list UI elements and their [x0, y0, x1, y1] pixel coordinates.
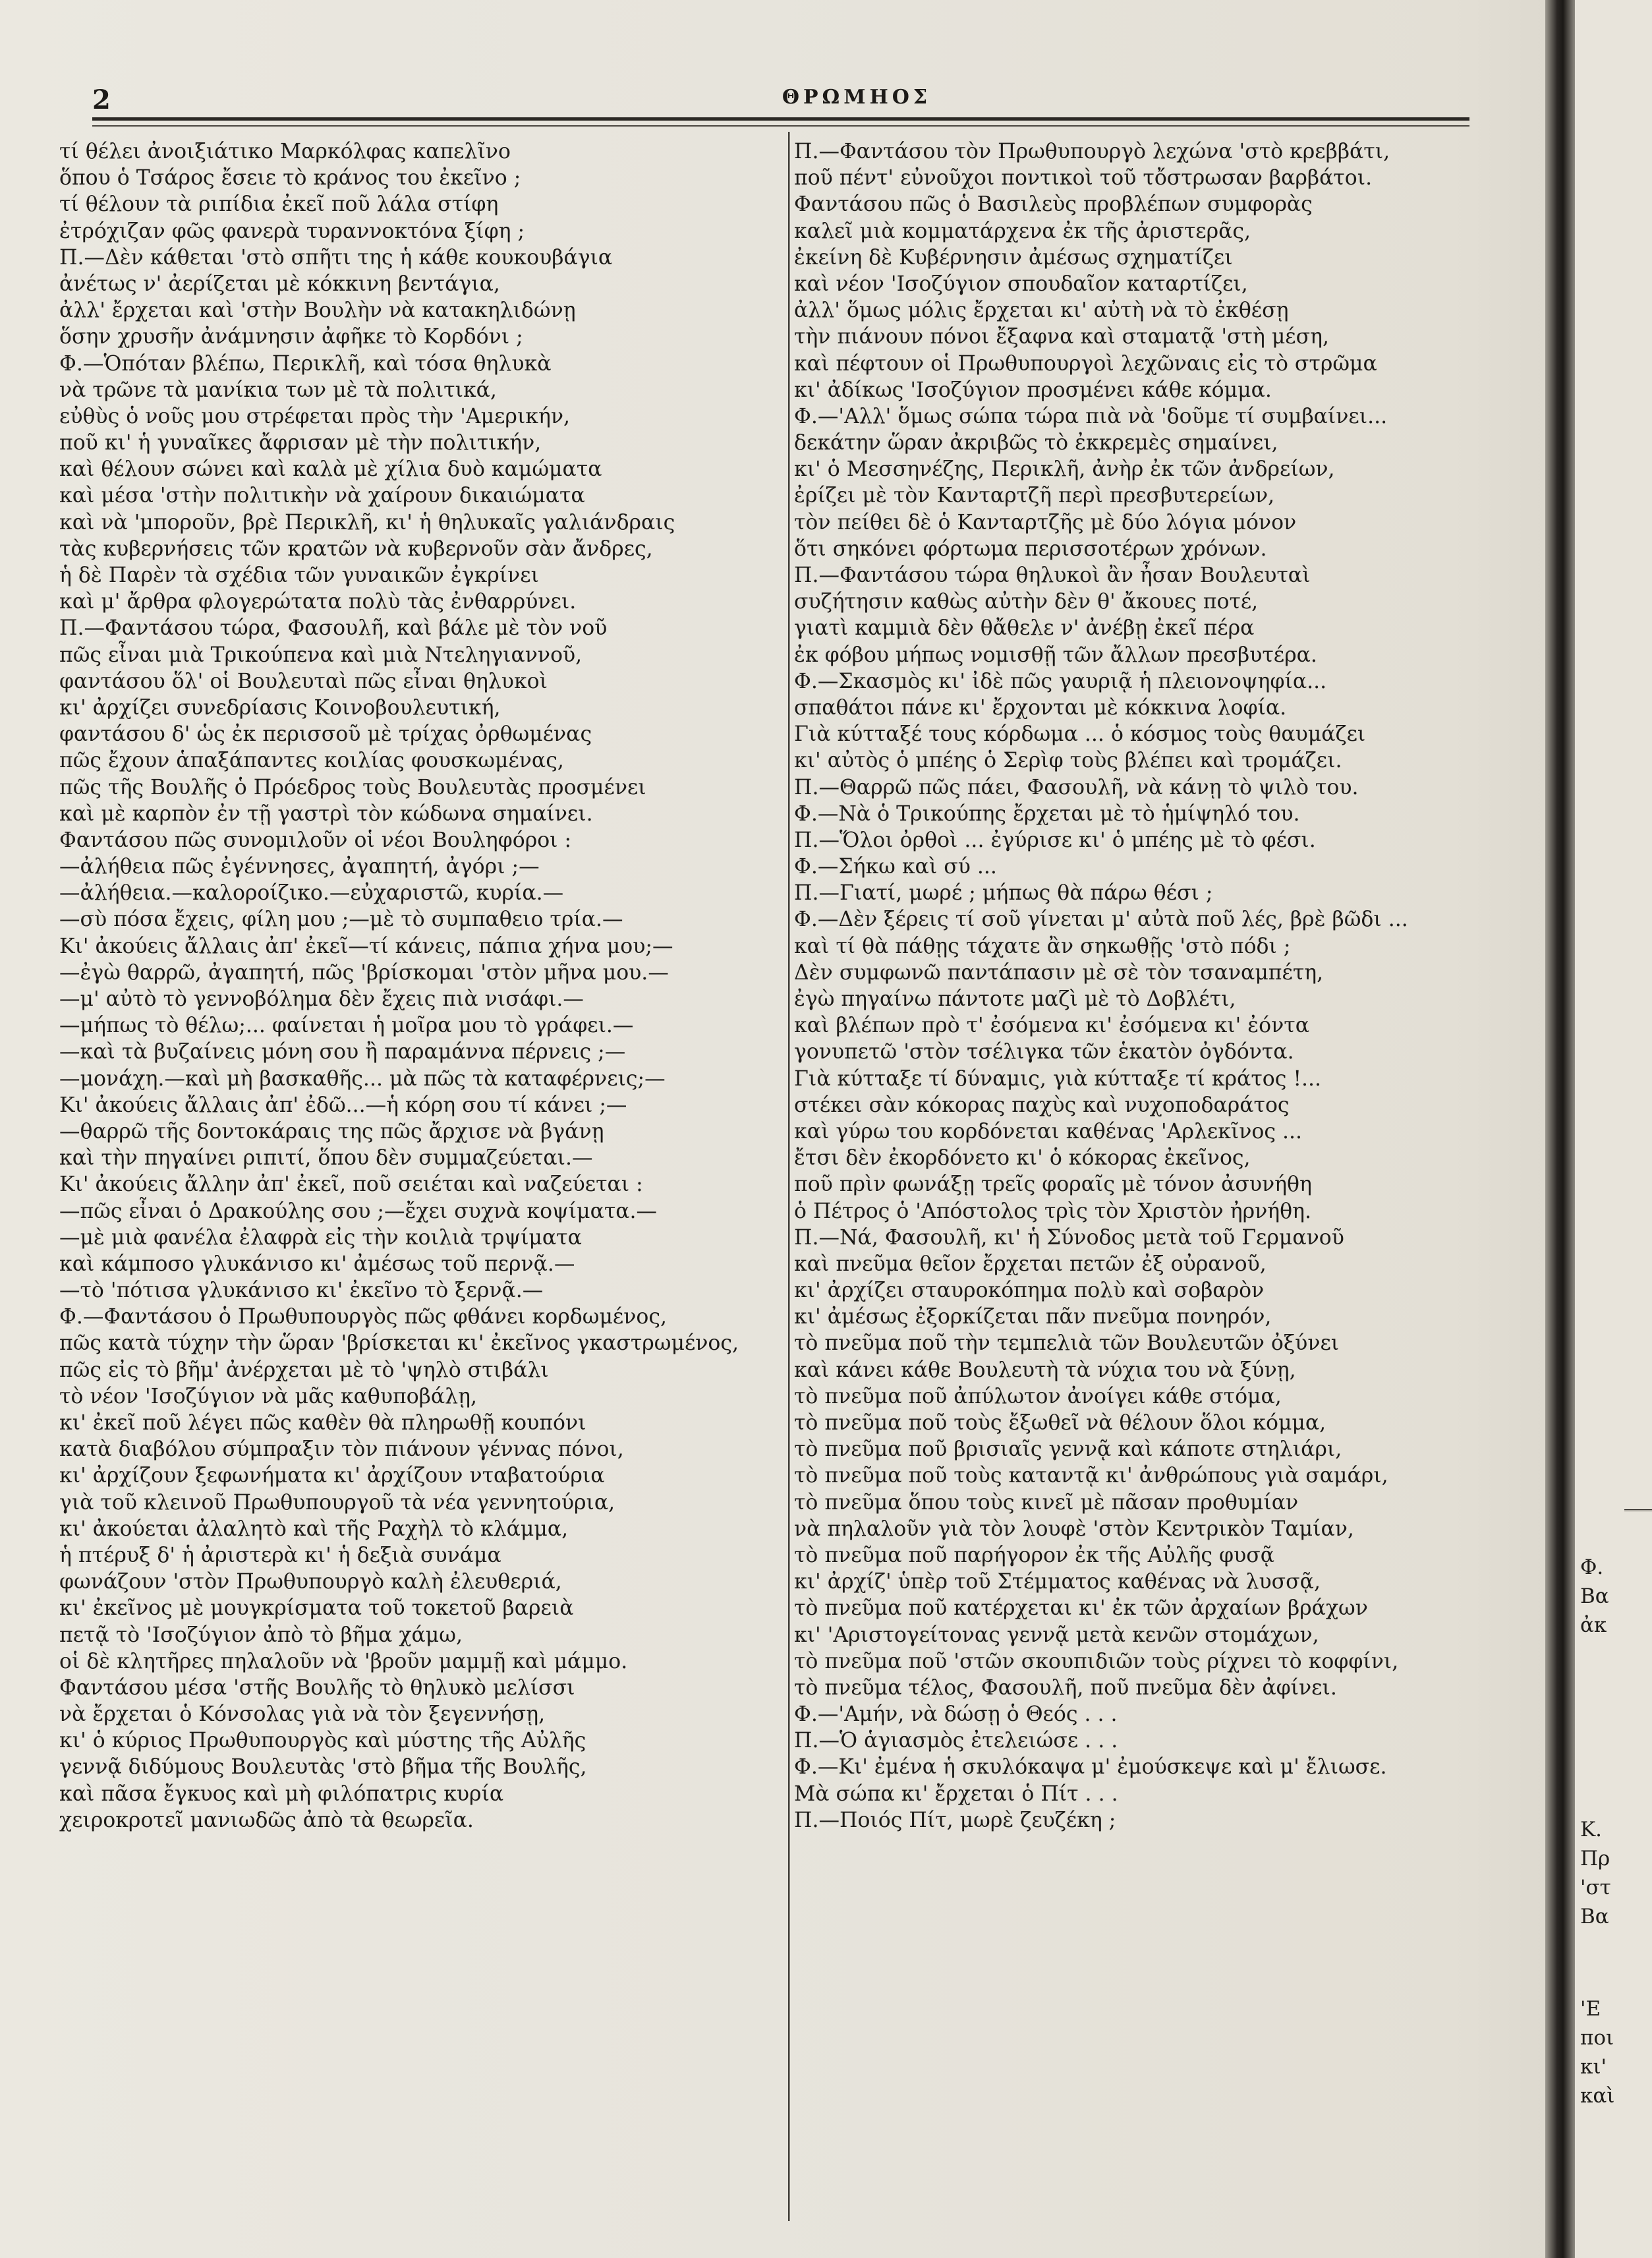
text-line: Φ.—Σκασμὸς κι' ἰδὲ πῶς γαυριᾷ ἡ πλειονοψηφία... — [794, 669, 1327, 693]
text-line: φαντάσου ὅλ' οἱ Βουλευταὶ πῶς εἶναι θηλυκοὶ — [59, 669, 548, 693]
text-line: Δὲν συμφωνῶ παντάπασιν μὲ σὲ τὸν τσαναμπέτη, — [794, 960, 1324, 985]
next-page-fragment: 'στ — [1580, 1876, 1611, 1899]
text-line: Π.—Φαντάσου τώρα, Φασουλῆ, καὶ βάλε μὲ τὸν νοῦ — [59, 616, 608, 641]
next-page-fragment: καὶ — [1580, 2084, 1615, 2108]
text-line: καὶ κάμποσο γλυκάνισο κι' ἀμέσως τοῦ περνᾷ.— — [59, 1252, 575, 1276]
next-page-fragment: ποι — [1580, 2026, 1614, 2050]
text-line: εὐθὺς ὁ νοῦς μου στρέφεται πρὸς τὴν 'Αμερικήν, — [59, 404, 571, 428]
text-line: Φ.—Δὲν ξέρεις τί σοῦ γίνεται μ' αὐτὰ ποῦ λές, βρὲ βῶδι ... — [794, 908, 1408, 932]
text-line: πῶς εἰς τὸ βῆμ' ἀνέρχεται μὲ τὸ 'ψηλὸ στιβάλι — [59, 1358, 549, 1382]
page-number: 2 — [92, 84, 111, 115]
next-page-rule — [1624, 1509, 1652, 1511]
text-line: καὶ γύρω του κορδόνεται καθένας 'Αρλεκῖνος ... — [794, 1119, 1303, 1143]
text-line: τὸ πνεῦμα τέλος, Φασουλῆ, ποῦ πνεῦμα δὲν ἀφίνει. — [794, 1675, 1337, 1700]
text-line: τὴν πιάνουν πόνοι ἔξαφνα καὶ σταματᾷ 'στὴ μέση, — [794, 325, 1330, 349]
text-line: ἡ δὲ Παρὲν τὰ σχέδια τῶν γυναικῶν ἐγκρίνει — [59, 564, 539, 587]
text-line: Π.—Γιατί, μωρέ ; μήπως θὰ πάρω θέσι ; — [794, 881, 1213, 906]
text-line: Φ.—Σήκω καὶ σύ ... — [794, 855, 997, 879]
text-line: γονυπετῶ 'στὸν τσέλιγκα τῶν ἑκατὸν ὀγδόντα. — [794, 1040, 1294, 1064]
text-line: ὅπου ὁ Τσάρος ἔσειε τὸ κράνος του ἐκεῖνο ; — [59, 166, 521, 190]
text-line: —μήπως τὸ θέλω;... φαίνεται ἡ μοῖρα μου τὸ γράφει.— — [59, 1014, 634, 1038]
text-line: ὅσην χρυσῆν ἀνάμνησιν ἀφῆκε τὸ Κορδόνι ; — [59, 325, 523, 349]
text-line: τὸ πνεῦμα ποῦ τοὺς ἔξωθεῖ νὰ θέλουν ὅλοι κόμμα, — [794, 1411, 1326, 1435]
text-line: —ἀλήθεια πῶς ἐγέννησες, ἀγαπητή, ἀγόρι ;— — [59, 855, 540, 879]
text-line: κατὰ διαβόλου σύμπραξιν τὸν πιάνουν γέννας πόνοι, — [59, 1437, 624, 1462]
text-line: τὰς κυβερνήσεις τῶν κρατῶν νὰ κυβερνοῦν σὰν ἄνδρες, — [59, 536, 653, 561]
masthead: ΘΡΩΜΗΟΣ — [782, 86, 932, 109]
text-line: τὸ νέον 'Ισοζύγιον νὰ μᾶς καθυποβάλῃ, — [59, 1384, 477, 1408]
text-line: —σὺ πόσα ἔχεις, φίλη μου ;—μὲ τὸ συμπαθειο τρία.— — [59, 908, 623, 932]
text-line: καὶ κάνει κάθε Βουλευτὴ τὰ νύχια του νὰ ξύνῃ, — [794, 1358, 1296, 1382]
text-line: —μ' αὐτὸ τὸ γεννοβόλημα δὲν ἔχεις πιὰ νισάφι.— — [59, 987, 584, 1011]
text-line: ἐγὼ πηγαίνω πάντοτε μαζὶ μὲ τὸ Δοβλέτι, — [794, 987, 1236, 1011]
text-line: Φαντάσου πῶς ὁ Βασιλεὺς προβλέπων συμφορὰς — [794, 192, 1313, 217]
next-page-fragment: 'Ε — [1580, 1997, 1601, 2021]
header-rule-thin — [92, 125, 1469, 127]
right-column — [794, 138, 1460, 1834]
text-line: ποῦ πέντ' εὐνοῦχοι ποντικοὶ τοῦ τὄστρωσαν βαρβάτοι. — [794, 166, 1373, 190]
text-line: Π.—Φαντάσου τὸν Πρωθυπουργὸ λεχώνα 'στὸ κρεββάτι, — [794, 140, 1390, 163]
text-line: ἐκ φόβου μήπως νομισθῇ τῶν ἄλλων πρεσβυτέρα. — [794, 643, 1317, 667]
text-line: φωνάζουν 'στὸν Πρωθυπουργὸ καλὴ ἐλευθεριά, — [59, 1570, 562, 1594]
text-line: ἡ πτέρυξ δ' ἡ ἀριστερὰ κι' ἡ δεξιὰ συνάμα — [59, 1543, 501, 1567]
next-page-fragment: κι' — [1580, 2055, 1607, 2079]
text-line: τὸ πνεῦμα ποῦ τοὺς καταντᾷ κι' ἀνθρώπους γιὰ σαμάρι, — [794, 1464, 1388, 1488]
text-line: γεννᾷ διδύμους Βουλευτὰς 'στὸ βῆμα τῆς Βουλῆς, — [59, 1755, 587, 1780]
text-line: στέκει σὰν κόκορας παχὺς καὶ νυχοποδαράτος — [794, 1093, 1290, 1117]
text-line: οἱ δὲ κλητῆρες πηλαλοῦν νὰ 'βροῦν μαμμῇ καὶ μάμμο. — [59, 1649, 628, 1673]
text-line: καὶ πνεῦμα θεῖον ἔρχεται πετῶν ἐξ οὐρανοῦ, — [794, 1252, 1267, 1276]
text-line: τὸ πνεῦμα ποῦ κατέρχεται κι' ἐκ τῶν ἀρχαίων βράχων — [794, 1596, 1368, 1621]
text-line: καὶ τὴν πηγαίνει ριπιτί, ὅπου δὲν συμμαζεύεται.— — [59, 1146, 593, 1171]
text-line: καὶ μέσα 'στὴν πολιτικὴν νὰ χαίρουν δικαιώματα — [59, 484, 585, 508]
text-line: ἐτρόχιζαν φῶς φανερὰ τυραννοκτόνα ξίφη ; — [59, 219, 525, 243]
text-line: ὁ Πέτρος ὁ 'Απόστολος τρὶς τὸν Χριστὸν ἠρνήθη. — [794, 1199, 1311, 1223]
text-line: ἐκείνη δὲ Κυβέρνησιν ἀμέσως σχηματίζει — [794, 245, 1233, 270]
column-divider — [788, 132, 790, 2221]
text-line: Π.—Ποιός Πίτ, μωρὲ ζευζέκη ; — [794, 1808, 1116, 1832]
text-line: τί θέλουν τὰ ριπίδια ἐκεῖ ποῦ λάλα στίφη — [59, 192, 499, 217]
text-line: τί θέλει ἀνοιξιάτικο Μαρκόλφας καπελῖνο — [59, 140, 511, 163]
left-column — [59, 138, 778, 1834]
text-line: ἀλλ' ὅμως μόλις ἔρχεται κι' αὐτὴ νὰ τὸ ἐκθέσῃ — [794, 299, 1289, 323]
text-line: πῶς ἔχουν ἁπαξάπαντες κοιλίας φουσκωμένας, — [59, 749, 564, 773]
text-line: τὸ πνεῦμα ποῦ ἀπύλωτον ἀνοίγει κάθε στόμα, — [794, 1384, 1282, 1408]
text-line: κι' ἐκεῖνος μὲ μουγκρίσματα τοῦ τοκετοῦ βαρειὰ — [59, 1596, 574, 1621]
text-line: τὸ πνεῦμα ποῦ 'στῶν σκουπιδιῶν τοὺς ρίχνει τὸ κοφφίνι, — [794, 1649, 1399, 1673]
next-page-fragment: ἀκ — [1580, 1613, 1607, 1637]
next-page-fragment: Πρ — [1580, 1847, 1610, 1870]
text-line: Φ.—Φαντάσου ὁ Πρωθυπουργὸς πῶς φθάνει κορδωμένος, — [59, 1305, 668, 1329]
text-line: γιατὶ καμμιὰ δὲν θἄθελε ν' ἀνέβῃ ἐκεῖ πέρα — [794, 616, 1255, 641]
text-line: καὶ μὲ καρπὸν ἐν τῇ γαστρὶ τὸν κώδωνα σημαίνει. — [59, 801, 593, 826]
text-line: χειροκροτεῖ μανιωδῶς ἀπὸ τὰ θεωρεῖα. — [59, 1808, 474, 1832]
text-line: —ἀλήθεια.—καλοροίζικο.—εὐχαριστῶ, κυρία.— — [59, 881, 564, 906]
text-line: κι' ὁ Μεσσηνέζης, Περικλῆ, ἀνὴρ ἐκ τῶν ἀνδρείων, — [794, 457, 1335, 482]
page-gutter — [1545, 0, 1575, 2258]
text-line: καὶ θέλουν σώνει καὶ καλὰ μὲ χίλια δυὸ καμώματα — [59, 457, 602, 482]
text-line: νὰ τρῶνε τὰ μανίκια των μὲ τὰ πολιτικά, — [59, 378, 497, 402]
text-line: ποῦ πρὶν φωνάξῃ τρεῖς φοραῖς μὲ τόνον ἀσυνήθη — [794, 1172, 1312, 1197]
text-line: καὶ μ' ἄρθρα φλογερώτατα πολὺ τὰς ἐνθαρρύνει. — [59, 590, 577, 614]
text-line: Φ.—Νὰ ὁ Τρικούπης ἔρχεται μὲ τὸ ἡμίψηλό του. — [794, 801, 1300, 826]
text-line: Κι' ἀκούεις ἄλλαις ἀπ' ἐκεῖ—τί κάνεις, πάπια χήνα μου;— — [59, 934, 673, 958]
text-line: συζήτησιν καθὼς αὐτὴν δὲν θ' ἄκουες ποτέ, — [794, 590, 1259, 614]
text-line: κι' ἀρχίζ' ὑπὲρ τοῦ Στέμματος καθένας νὰ λυσσᾷ, — [794, 1570, 1321, 1594]
text-line: —ἐγὼ θαρρῶ, ἀγαπητή, πῶς 'βρίσκομαι 'στὸν μῆνα μου.— — [59, 960, 669, 985]
text-line: νὰ πηλαλοῦν γιὰ τὸν λουφὲ 'στὸν Κεντρικὸν Ταμίαν, — [794, 1517, 1354, 1541]
text-line: Φαντάσου μέσα 'στῆς Βουλῆς τὸ θηλυκὸ μελίσσι — [59, 1675, 575, 1700]
text-line: σπαθάτοι πάνε κι' ἔρχονται μὲ κόκκινα λοφία. — [794, 695, 1287, 720]
text-line: —θαρρῶ τῆς δοντοκάραις της πῶς ἄρχισε νὰ βγάνῃ — [59, 1119, 604, 1143]
text-line: —μὲ μιὰ φανέλα ἐλαφρὰ εἰς τὴν κοιλιὰ τρψίματα — [59, 1225, 582, 1250]
text-line: Π.—Φαντάσου τώρα θηλυκοὶ ἂν ἦσαν Βουλευταὶ — [794, 564, 1311, 587]
text-line: Π.—Θαρρῶ πῶς πάει, Φασουλῆ, νὰ κάνῃ τὸ ψιλὸ του. — [794, 775, 1359, 799]
next-page-fragment: Βα — [1580, 1584, 1609, 1608]
text-line: —πῶς εἶναι ὁ Δρακούλης σου ;—ἔχει συχνὰ κοψίματα.— — [59, 1199, 658, 1223]
text-line: καὶ νέον 'Ισοζύγιον σπουδαῖον καταρτίζει, — [794, 272, 1248, 296]
text-line: νὰ ἔρχεται ὁ Κόνσολας γιὰ νὰ τὸν ξεγεννήσῃ, — [59, 1702, 546, 1727]
next-page-fragment: Βα — [1580, 1905, 1609, 1928]
text-line: Φ.—'Αλλ' ὅμως σώπα τώρα πιὰ νὰ 'δοῦμε τί συμβαίνει... — [794, 404, 1388, 428]
next-page-fragment: Κ. — [1580, 1818, 1603, 1841]
text-line: —καὶ τὰ βυζαίνεις μόνη σου ἢ παραμάννα πέρνεις ;— — [59, 1040, 626, 1064]
text-line: κι' ἀρχίζει σταυροκόπημα πολὺ καὶ σοβαρὸν — [794, 1279, 1265, 1303]
text-line: κι' ἀδίκως 'Ισοζύγιον προσμένει κάθε κόμμα. — [794, 378, 1272, 402]
text-line: ἐρίζει μὲ τὸν Κανταρτζῆ περὶ πρεσβυτερείων, — [794, 484, 1275, 508]
text-line: Κι' ἀκούεις ἄλλην ἀπ' ἐκεῖ, ποῦ σειέται καὶ ναζεύεται : — [59, 1172, 643, 1197]
text-line: Π.—Δὲν κάθεται 'στὸ σπῆτι της ἡ κάθε κουκουβάγια — [59, 245, 613, 270]
text-line: Π.—Νά, Φασουλῆ, κι' ἡ Σύνοδος μετὰ τοῦ Γερμανοῦ — [794, 1225, 1344, 1250]
text-line: καὶ νὰ 'μποροῦν, βρὲ Περικλῆ, κι' ἡ θηλυκαῖς γαλιάνδραις — [59, 510, 675, 535]
text-line: —τὸ 'πότισα γλυκάνισο κι' ἐκεῖνο τὸ ξερνᾷ.— — [59, 1279, 544, 1303]
text-line: Φ.—Ὁπόταν βλέπω, Περικλῆ, καὶ τόσα θηλυκὰ — [59, 351, 552, 376]
text-line: Φ.—Κι' ἐμένα ἡ σκυλόκαψα μ' ἐμούσκεψε καὶ μ' ἔλιωσε. — [794, 1755, 1387, 1780]
text-line: Γιὰ κύτταξε τί δύναμις, γιὰ κύτταξε τί κράτος !... — [794, 1066, 1322, 1091]
text-line: πῶς κατὰ τύχην τὴν ὥραν 'βρίσκεται κι' ἐκεῖνος γκαστρωμένος, — [59, 1331, 739, 1356]
text-line: ἀλλ' ἔρχεται καὶ 'στὴν Βουλὴν νὰ κατακηλιδώνῃ — [59, 299, 576, 323]
text-line: Γιὰ κύτταξέ τους κόρδωμα ... ὁ κόσμος τοὺς θαυμάζει — [794, 722, 1366, 747]
text-line: ἀνέτως ν' ἀερίζεται μὲ κόκκινη βεντάγια, — [59, 272, 500, 296]
text-line: δεκάτην ὥραν ἀκριβῶς τὸ ἐκκρεμὲς σημαίνει, — [794, 431, 1278, 455]
text-line: Φαντάσου πῶς συνομιλοῦν οἱ νέοι Βουληφόροι : — [59, 828, 572, 852]
text-line: τὸ πνεῦμα ποῦ τὴν τεμπελιὰ τῶν Βουλευτῶν ὀξύνει — [794, 1331, 1340, 1356]
text-line: τὸ πνεῦμα ποῦ βρισιαῖς γεννᾷ καὶ κάποτε στηλιάρι, — [794, 1437, 1342, 1462]
text-line: καὶ βλέπων πρὸ τ' ἐσόμενα κι' ἐσόμενα κι' ἐόντα — [794, 1014, 1309, 1038]
text-line: Φ.—'Αμήν, νὰ δώσῃ ὁ Θεός . . . — [794, 1702, 1118, 1727]
text-line: —μονάχη.—καὶ μὴ βασκαθῆς... μὰ πῶς τὰ καταφέρνεις;— — [59, 1066, 666, 1091]
text-line: Π.—Ὅλοι ὀρθοὶ ... ἐγύρισε κι' ὁ μπέης μὲ τὸ φέσι. — [794, 828, 1316, 852]
text-line: Κι' ἀκούεις ἄλλαις ἀπ' ἐδῶ...—ἡ κόρη σου τί κάνει ;— — [59, 1093, 627, 1117]
text-line: κι' αὐτὸς ὁ μπέης ὁ Σερὶφ τοὺς βλέπει καὶ τρομάζει. — [794, 749, 1342, 773]
header-rule — [92, 117, 1469, 121]
text-line: κι' ἀμέσως ἐξορκίζεται πᾶν πνεῦμα πονηρόν, — [794, 1305, 1272, 1329]
text-line: γιὰ τοῦ κλεινοῦ Πρωθυπουργοῦ τὰ νέα γεννητούρια, — [59, 1490, 615, 1515]
text-line: Π.—Ὁ ἁγιασμὸς ἐτελειώσε . . . — [794, 1729, 1118, 1753]
text-line: Μὰ σώπα κι' ἔρχεται ὁ Πίτ . . . — [794, 1781, 1118, 1806]
text-line: κι' 'Αριστογείτονας γεννᾷ μετὰ κενῶν στομάχων, — [794, 1623, 1319, 1647]
next-page-fragment: Φ. — [1580, 1555, 1604, 1579]
text-line: ἔτσι δὲν ἐκορδόνετο κι' ὁ κόκορας ἐκεῖνος, — [794, 1146, 1251, 1171]
text-line: κι' ὁ κύριος Πρωθυπουργὸς καὶ μύστης τῆς Αὐλῆς — [59, 1729, 586, 1753]
text-line: κι' ἀρχίζει συνεδρίασις Κοινοβουλευτική, — [59, 695, 501, 720]
text-line: τὸ πνεῦμα ὅπου τοὺς κινεῖ μὲ πᾶσαν προθυμίαν — [794, 1490, 1299, 1515]
text-line: κι' ἐκεῖ ποῦ λέγει πῶς καθὲν θὰ πληρωθῇ κουπόνι — [59, 1411, 586, 1435]
text-line: πετᾷ τὸ 'Ισοζύγιον ἀπὸ τὸ βῆμα χάμω, — [59, 1623, 463, 1647]
text-line: καὶ πέφτουν οἱ Πρωθυπουργοὶ λεχῶναις εἰς τὸ στρῶμα — [794, 351, 1377, 376]
text-line: ὅτι σηκόνει φόρτωμα περισσοτέρων χρόνων. — [794, 536, 1267, 561]
text-line: κι' ἀκούεται ἀλαλητὸ καὶ τῆς Ραχὴλ τὸ κλάμμα, — [59, 1517, 569, 1541]
text-line: ποῦ κι' ἡ γυναῖκες ἄφρισαν μὲ τὴν πολιτικήν, — [59, 431, 542, 455]
text-line: τὸ πνεῦμα ποῦ παρήγορον ἐκ τῆς Αὐλῆς φυσᾷ — [794, 1543, 1275, 1567]
text-line: πῶς τῆς Βουλῆς ὁ Πρόεδρος τοὺς Βουλευτὰς προσμένει — [59, 775, 646, 799]
text-line: καλεῖ μιὰ κομματάρχενα ἐκ τῆς ἀριστερᾶς, — [794, 219, 1251, 243]
text-line: πῶς εἶναι μιὰ Τρικούπενα καὶ μιὰ Ντεληγιαννοῦ, — [59, 643, 583, 667]
text-line: κι' ἀρχίζουν ξεφωνήματα κι' ἀρχίζουν νταβατούρια — [59, 1464, 605, 1488]
text-line: φαντάσου δ' ὡς ἐκ περισσοῦ μὲ τρίχας ὀρθωμένας — [59, 722, 592, 747]
text-line: τὸν πείθει δὲ ὁ Κανταρτζῆς μὲ δύο λόγια μόνον — [794, 510, 1297, 535]
text-line: καὶ πᾶσα ἔγκυος καὶ μὴ φιλόπατρις κυρία — [59, 1781, 504, 1806]
text-line: καὶ τί θὰ πάθῃς τάχατε ἂν σηκωθῇς 'στὸ πόδι ; — [794, 934, 1291, 958]
